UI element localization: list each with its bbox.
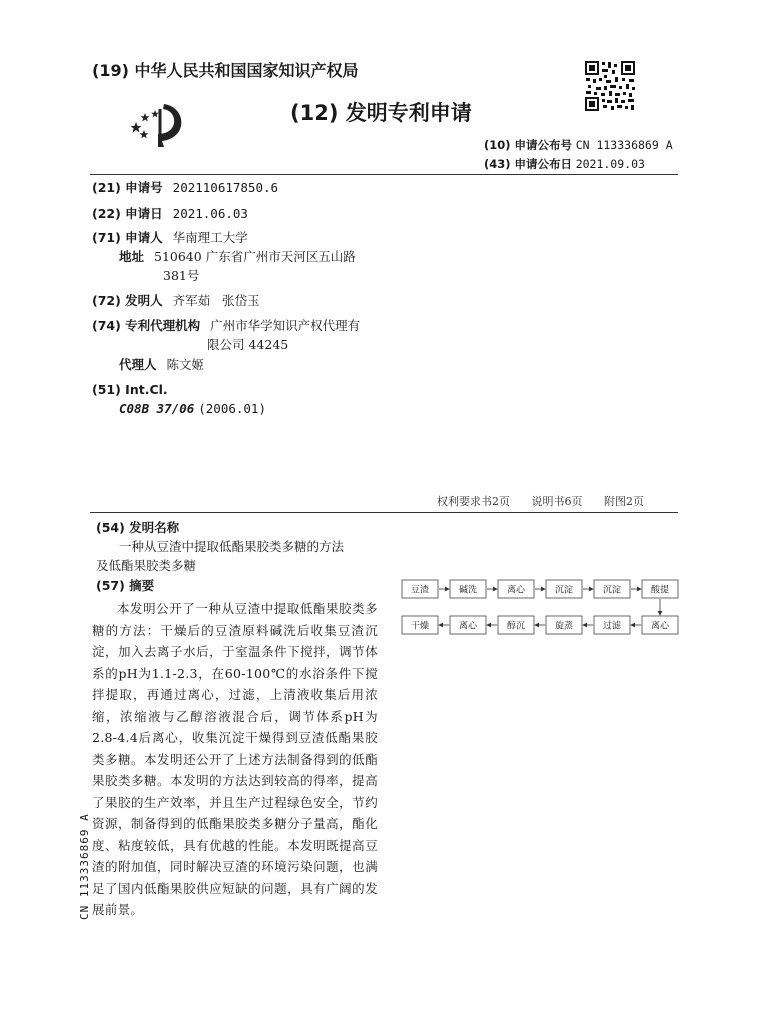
- intcl-class: C08B 37/06: [119, 401, 195, 416]
- publication-number-label: (10) 申请公布号: [484, 138, 573, 152]
- inventor-row: [92, 291, 260, 310]
- application-number-label: (21) 申请号: [92, 180, 163, 195]
- abstract-label: (57) 摘要: [96, 578, 155, 593]
- publication-date: 2021.09.03: [575, 157, 645, 171]
- cnipa-logo-icon: [128, 100, 186, 150]
- publication-date-label: (43) 申请公布日: [484, 157, 573, 171]
- pages-divider: [90, 512, 678, 513]
- agency-label: (74) 专利代理机构: [92, 318, 201, 333]
- agent-row: [119, 355, 204, 374]
- invention-title-line-2: 及低酯果胶类多糖: [96, 558, 197, 573]
- inventors: 齐军茹 张岱玉: [172, 293, 260, 308]
- flow-step-r1-6-label: 酸提: [650, 585, 670, 596]
- inventor-label: (72) 发明人: [92, 293, 163, 308]
- header-divider: [90, 174, 678, 175]
- process-flowchart: [398, 572, 684, 642]
- pages-info: [437, 493, 662, 509]
- publication-number-row: [484, 137, 673, 153]
- publication-number: CN 113336869 A: [575, 138, 673, 152]
- flow-step-r1-1-label: 豆渣: [410, 585, 430, 596]
- agent-label: 代理人: [119, 357, 157, 372]
- application-number-row: [92, 178, 278, 197]
- flow-step-r2-4-label: 旋蒸: [554, 621, 574, 632]
- description-pages: 说明书6页: [531, 495, 583, 508]
- invention-title: [96, 537, 377, 575]
- invention-title-label: (54) 发明名称: [96, 520, 180, 535]
- intcl-version: (2006.01): [198, 401, 266, 416]
- office-title: (19) 中华人民共和国国家知识产权局: [92, 61, 359, 80]
- qr-code-icon: [584, 60, 636, 112]
- claims-pages: 权利要求书2页: [437, 495, 510, 508]
- address-line-2: 381号: [163, 268, 200, 283]
- flow-step-r2-1-label: 干燥: [410, 621, 430, 632]
- document-type-title: (12) 发明专利申请: [290, 101, 472, 125]
- address-line-1: 510640 广东省广州市天河区五山路: [154, 249, 356, 264]
- flow-step-r2-6-label: 离心: [650, 621, 670, 632]
- applicant: 华南理工大学: [172, 230, 248, 245]
- flow-step-r2-3-label: 醇沉: [506, 621, 526, 632]
- side-publication-code: CN 113336869 A: [78, 813, 91, 921]
- flow-step-r1-3-label: 离心: [506, 585, 526, 596]
- intcl-label: [92, 380, 168, 399]
- applicant-row: [92, 228, 248, 247]
- flow-step-r2-2-label: 离心: [458, 621, 478, 632]
- agency-line-2: 限公司 44245: [207, 337, 289, 352]
- agent: 陈文姬: [166, 357, 205, 372]
- publication-date-row: [484, 156, 645, 172]
- intcl-row: [119, 399, 266, 418]
- flow-step-r2-5-label: 过滤: [602, 621, 622, 632]
- address-label: 地址: [119, 249, 145, 264]
- applicant-label: (71) 申请人: [92, 230, 163, 245]
- flow-step-r1-2-label: 碱洗: [458, 585, 478, 596]
- intcl-label-text: (51) Int.Cl.: [92, 382, 168, 397]
- application-date: 2021.06.03: [172, 206, 248, 221]
- agency-line-1: 广州市华学知识产权代理有: [210, 318, 361, 333]
- invention-title-line-1: 一种从豆渣中提取低酯果胶类多糖的方法: [119, 539, 345, 554]
- address-row: [119, 247, 356, 266]
- abstract-text: 本发明公开了一种从豆渣中提取低酯果胶类多糖的方法：干燥后的豆渣原料碱洗后收集豆渣沉淀，加入去离子水后，于室温条件下搅拌，调节体系的pH为1.1-2.3，在60-100℃的水浴条件下搅拌提取，再通过离心，过滤，上清液收集后用浓缩，浓缩液与乙醇溶液混合后，调节体系pH为2.8-4.4后离心，收集沉淀干燥得到豆渣低酯果胶类多糖。本发明还公开了上述方法制备得到的低酯果胶类多糖。本发明的方法达到较高的得率，提高了果胶的生产效率，并且生产过程绿色安全，节约资源，制备得到的低酯果胶类多糖分子量高，酯化度、粘度较低，具有优越的性能。本发明既提高豆渣的附加值，同时解决豆渣的环境污染问题，也满足了国内低酯果胶供应短缺的问题，具有广阔的发展前景。: [92, 601, 378, 917]
- flow-step-r1-5-label: 沉淀: [602, 585, 622, 596]
- agency-row: [92, 316, 360, 335]
- application-date-row: [92, 204, 248, 223]
- application-number: 202110617850.6: [172, 180, 279, 195]
- application-date-label: (22) 申请日: [92, 206, 163, 221]
- flow-step-r1-4-label: 沉淀: [554, 585, 574, 596]
- drawings-pages: 附图2页: [604, 495, 644, 508]
